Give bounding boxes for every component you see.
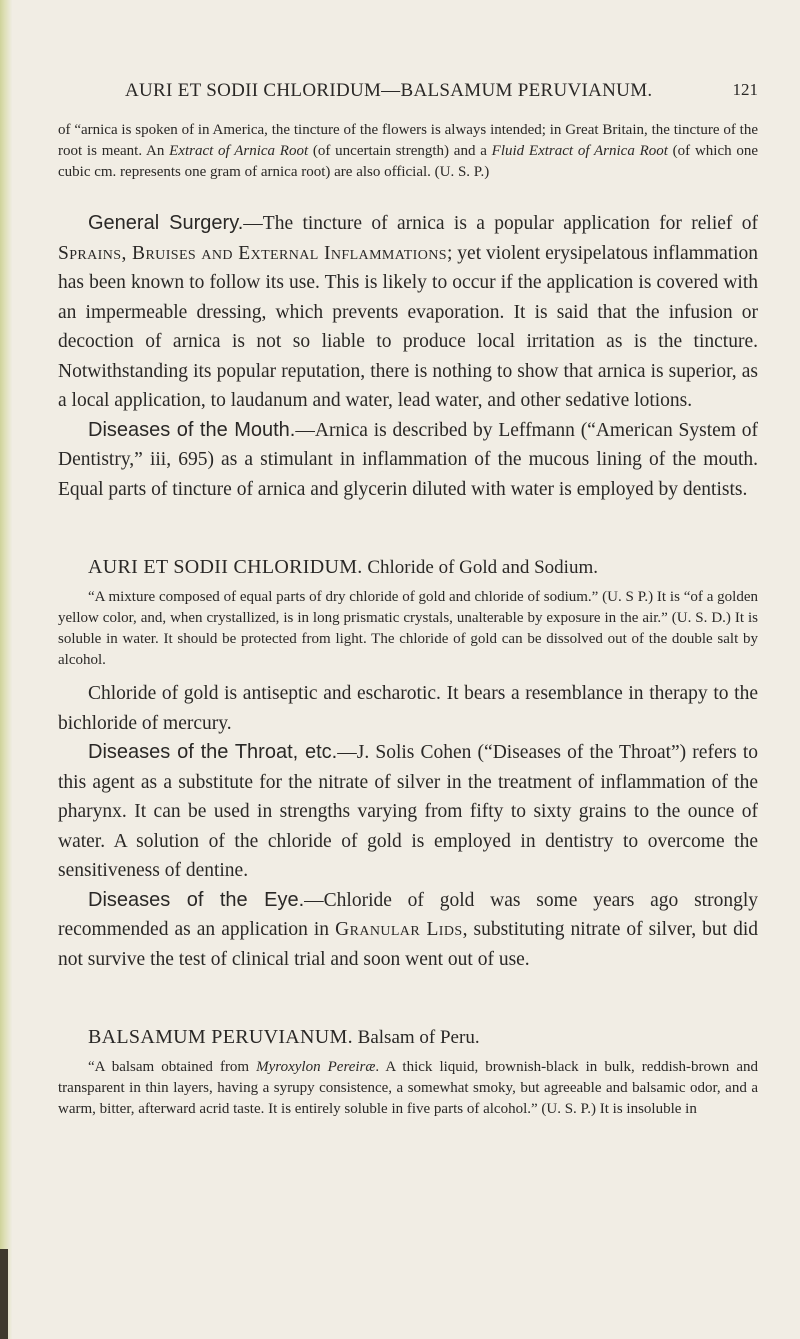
diseases-mouth-paragraph [58,416,758,505]
text-run: —The tincture of arnica is a popular application for relief of [243,213,758,234]
diseases-eye-paragraph [58,886,758,975]
running-head [58,80,758,112]
italic-run: Extract of Arnica Root [169,143,309,159]
auri-description-paragraph: “A mixture composed of equal parts of dry chloride of gold and chloride of sodium.” (U. S P.) It is “of a golden yellow color, and, when crystallized, is in long prismatic crystals, unalterable by exposure in the air.” (U. S. D.) It is soluble in water. It should be protected from light. The chloride of gold can be dissolved out of the double salt by alcohol. [58,589,758,668]
running-title: AURI ET SODII CHLORIDUM—BALSAMUM PERUVIANUM. [125,80,653,101]
italic-run: Myroxylon Pereiræ [256,1059,376,1075]
arnica-intro-paragraph [58,120,758,183]
text-run: ; yet violent erysipelatous inflammation has been known to follow its use. This is likely to occur if the application is covered with an impermeable dressing, which prevents evaporation. It is said that the infusion or decoction of arnica is not so liable to produce local irritation as is the tincture. Notwithstanding its popular reputation, there is nothing to show that arnica is superior, as a local application, to laudanum and water, lead water, and other sedative lotions. [58,242,758,411]
balsamum-entry-subtitle: Balsam of Peru. [352,1027,480,1048]
diseases-throat-heading: Diseases of the Throat, etc. [88,741,338,763]
general-surgery-heading: General Surgery. [88,212,244,234]
auri-entry-title: AURI ET SODII CHLORIDUM. [88,556,363,578]
text-run: of “arnica is spoken of in America, the tincture of the flowers is always intended; in Great Britain, the tincture of the root is meant. An [58,122,758,159]
text-run: (of which one cubic cm. represents one gram of arnica root) are also official. (U. S. P.) [58,143,759,180]
page-binding-edge [0,0,12,1339]
auri-properties-paragraph: Chloride of gold is antiseptic and escharotic. It bears a resemblance in therapy to the bichloride of mercury. [58,683,758,734]
page-number: 121 [732,80,758,99]
text-run: —Arnica is described by Leffmann (“American System of Dentistry,” iii, 695) as a stimulant in inflammation of the mucous lining of the mouth. Equal parts of tincture of arnica and glycerin diluted with water is employed by dentists. [58,419,758,500]
text-run: —J. Solis Cohen (“Diseases of the Throat”) refers to this agent as a substitute for the nitrate of silver in the treatment of inflammation of the pharynx. It can be used in strengths varying from fifty to sixty grains to the ounce of water. A solution of the chloride of gold is employed in dentistry to overcome the sensitiveness of dentine. [58,742,758,881]
general-surgery-paragraph [58,209,758,416]
auri-entry-subtitle: Chloride of Gold and Sodium. [362,557,598,578]
diseases-eye-heading: Diseases of the Eye. [88,888,305,911]
diseases-mouth-heading: Diseases of the Mouth. [88,418,296,441]
balsamum-entry-title-line [58,1026,758,1049]
text-run: . A thick liquid, brownish-black in bulk, reddish-brown and transparent in thin layers, having a syrupy consistence, a somewhat smoky, but agreeable and balsamic odor, and a warm, bitter, afterward acrid taste. It is entirely soluble in five parts of alcohol.” (U. S. P.) It is insoluble in [58,1059,758,1117]
text-run: —Chloride of gold was some years ago strongly recommended as an application in [58,889,758,940]
page-corner-shadow [0,1249,8,1339]
page-content [58,80,758,1120]
text-run: , substituting nitrate of silver, but did not survive the test of clinical trial and soon went out of use. [58,919,759,970]
smallcaps-run: Granular Lids [335,919,463,940]
italic-run: Fluid Extract of Arnica Root [491,143,668,159]
diseases-throat-paragraph [58,738,758,886]
balsamum-description-paragraph [58,1057,758,1120]
auri-entry-title-line [58,556,758,579]
text-run: “A balsam obtained from [88,1059,257,1075]
balsamum-entry-title: BALSAMUM PERUVIANUM. [88,1026,353,1048]
smallcaps-run: Sprains, Bruises and External Inflammations [58,242,447,264]
text-run: (of uncertain strength) and a [308,143,492,159]
